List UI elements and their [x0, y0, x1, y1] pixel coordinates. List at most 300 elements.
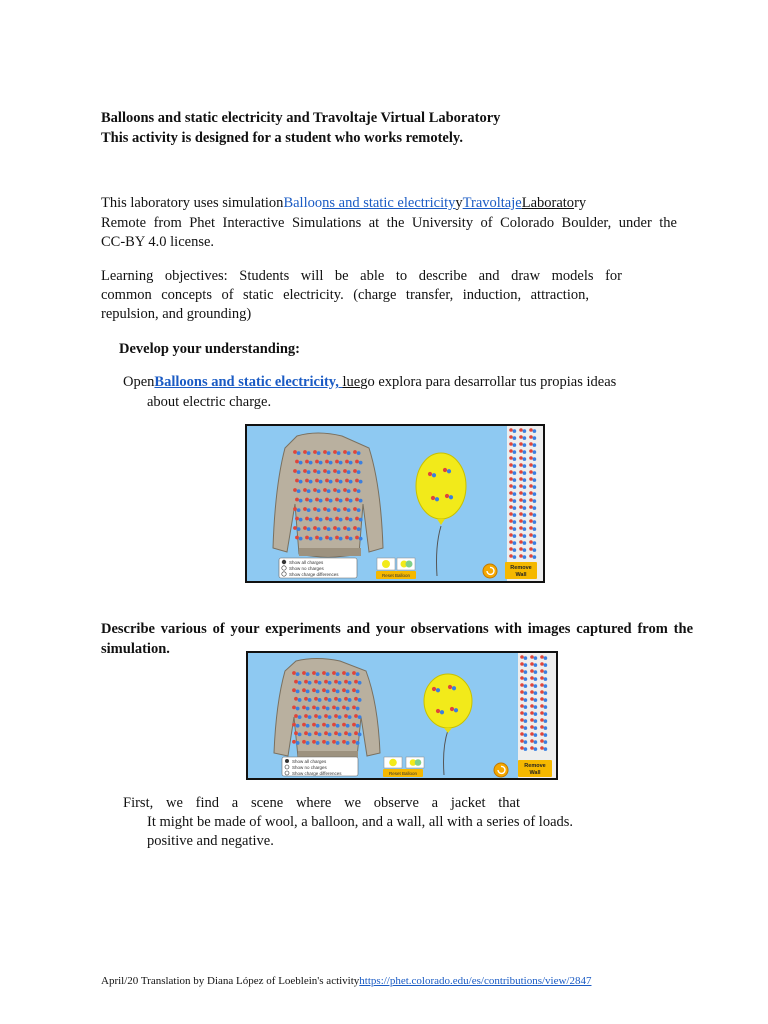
negative-charge [533, 506, 537, 510]
negative-charge [339, 461, 343, 465]
negative-charge [523, 450, 527, 454]
positive-charge [335, 479, 339, 483]
positive-charge [323, 469, 327, 473]
positive-charge [344, 680, 348, 684]
positive-charge [304, 680, 308, 684]
positive-charge [322, 688, 326, 692]
positive-charge [529, 442, 533, 446]
positive-charge [303, 450, 307, 454]
positive-charge [294, 697, 298, 701]
balloon-icon-b [415, 759, 422, 766]
negative-charge [534, 698, 538, 702]
positive-charge [352, 740, 356, 744]
negative-charge [357, 489, 361, 493]
negative-charge [317, 508, 321, 512]
negative-charge [534, 733, 538, 737]
negative-charge [297, 527, 301, 531]
positive-charge [335, 517, 339, 521]
negative-charge [544, 698, 548, 702]
positive-charge [342, 706, 346, 710]
positive-charge [540, 704, 544, 708]
negative-charge [534, 726, 538, 730]
positive-charge [295, 536, 299, 540]
radio-show-all[interactable] [282, 560, 286, 564]
negative-charge [309, 499, 313, 503]
positive-charge [333, 469, 337, 473]
positive-charge [325, 498, 329, 502]
negative-charge [329, 480, 333, 484]
negative-charge [359, 537, 363, 541]
positive-charge [322, 723, 326, 727]
positive-charge [313, 450, 317, 454]
positive-charge [509, 491, 513, 495]
negative-charge [336, 707, 340, 711]
objectives-line-3: repulsion, and grounding) [101, 306, 252, 322]
positive-charge [292, 706, 296, 710]
negative-charge [316, 724, 320, 728]
negative-charge [513, 548, 517, 552]
negative-charge [349, 518, 353, 522]
negative-charge [359, 499, 363, 503]
remove-wall-label-2: Wall [529, 770, 541, 776]
observation-line-3: positive and negative. [147, 833, 274, 849]
positive-charge [540, 732, 544, 736]
negative-charge [544, 691, 548, 695]
positive-charge [520, 732, 524, 736]
laboratory-word: Laborato [521, 195, 575, 211]
positive-charge [529, 449, 533, 453]
positive-charge [443, 468, 447, 472]
positive-charge [509, 512, 513, 516]
negative-charge [523, 492, 527, 496]
negative-charge [524, 719, 528, 723]
positive-charge [293, 507, 297, 511]
negative-charge [513, 555, 517, 559]
negative-charge [297, 451, 301, 455]
positive-charge [519, 547, 523, 551]
negative-charge [533, 520, 537, 524]
negative-charge [454, 708, 458, 712]
negative-charge [346, 672, 350, 676]
negative-charge [338, 732, 342, 736]
negative-charge [327, 489, 331, 493]
positive-charge [303, 488, 307, 492]
negative-charge [544, 677, 548, 681]
positive-charge [519, 519, 523, 523]
radio-label-none: Show no charges [289, 566, 324, 571]
positive-charge [530, 669, 534, 673]
positive-charge [519, 491, 523, 495]
positive-charge [529, 498, 533, 502]
positive-charge [540, 725, 544, 729]
negative-charge [329, 499, 333, 503]
positive-charge [294, 680, 298, 684]
negative-charge [533, 436, 537, 440]
negative-charge [524, 740, 528, 744]
negative-charge [306, 741, 310, 745]
positive-charge [344, 714, 348, 718]
positive-charge [519, 463, 523, 467]
positive-charge [520, 662, 524, 666]
positive-charge [520, 690, 524, 694]
negative-charge [349, 480, 353, 484]
positive-charge [315, 479, 319, 483]
positive-charge [333, 507, 337, 511]
negative-charge [533, 555, 537, 559]
positive-charge [519, 456, 523, 460]
negative-charge [533, 499, 537, 503]
positive-charge [529, 512, 533, 516]
luego-fragment: lue [342, 374, 361, 390]
negative-charge [299, 499, 303, 503]
negative-charge [524, 677, 528, 681]
negative-charge [337, 508, 341, 512]
positive-charge [530, 732, 534, 736]
positive-charge [304, 731, 308, 735]
negative-charge [356, 741, 360, 745]
radio-label-differences: Show charge differences [289, 572, 339, 577]
footer-contribution-link[interactable]: https://phet.colorado.edu/es/contributions/view/2847 [359, 975, 592, 987]
remove-wall-label-1: Remove [510, 565, 532, 571]
negative-charge [533, 541, 537, 545]
negative-charge [544, 719, 548, 723]
footer [101, 975, 631, 987]
open-word: Open [123, 374, 155, 390]
positive-charge [509, 435, 513, 439]
positive-charge [519, 533, 523, 537]
negative-charge [328, 681, 332, 685]
positive-charge [540, 669, 544, 673]
negative-charge [326, 672, 330, 676]
simulation-scene-1 [247, 426, 543, 581]
positive-charge [332, 671, 336, 675]
positive-charge [352, 688, 356, 692]
radio-show-all[interactable] [285, 759, 289, 763]
negative-charge [533, 457, 537, 461]
negative-charge [298, 715, 302, 719]
positive-charge [529, 533, 533, 537]
positive-charge [302, 671, 306, 675]
positive-charge [509, 449, 513, 453]
positive-charge [354, 714, 358, 718]
positive-charge [315, 460, 319, 464]
negative-charge [319, 537, 323, 541]
positive-charge [345, 460, 349, 464]
negative-charge [513, 541, 517, 545]
negative-charge [349, 499, 353, 503]
positive-charge [352, 706, 356, 710]
positive-charge [540, 718, 544, 722]
negative-charge [357, 508, 361, 512]
positive-charge [445, 494, 449, 498]
positive-charge [313, 526, 317, 530]
positive-charge [332, 688, 336, 692]
positive-charge [313, 488, 317, 492]
observation-line-2: It might be made of wool, a balloon, and a wall, all with a series of loads. [147, 814, 574, 830]
positive-charge [529, 505, 533, 509]
negative-charge [316, 707, 320, 711]
positive-charge [540, 697, 544, 701]
positive-charge [428, 472, 432, 476]
positive-charge [305, 517, 309, 521]
negative-charge [524, 733, 528, 737]
positive-charge [519, 540, 523, 544]
negative-charge [435, 497, 439, 501]
negative-charge [336, 672, 340, 676]
positive-charge [312, 688, 316, 692]
positive-charge [519, 554, 523, 558]
negative-charge [534, 740, 538, 744]
reset-balloon-label: Reset Balloon [381, 573, 411, 578]
negative-charge [524, 712, 528, 716]
negative-charge [513, 492, 517, 496]
negative-charge [534, 712, 538, 716]
positive-charge [540, 655, 544, 659]
negative-charge [357, 451, 361, 455]
positive-charge [520, 718, 524, 722]
positive-charge [314, 731, 318, 735]
positive-charge [450, 707, 454, 711]
negative-charge [339, 480, 343, 484]
reset-all-button[interactable] [483, 564, 497, 578]
positive-charge [304, 714, 308, 718]
positive-charge [353, 526, 357, 530]
negative-charge [306, 707, 310, 711]
negative-charge [533, 534, 537, 538]
travoltaje-link[interactable]: Travoltaje [462, 195, 522, 211]
positive-charge [519, 505, 523, 509]
document-subtitle: This activity is designed for a student who works remotely. [101, 130, 463, 146]
radio-label-all: Show all charges [289, 560, 324, 565]
negative-charge [346, 741, 350, 745]
negative-charge [346, 724, 350, 728]
positive-charge [332, 740, 336, 744]
negative-charge [339, 518, 343, 522]
negative-charge [534, 677, 538, 681]
negative-charge [523, 499, 527, 503]
simulation-screenshot-1 [245, 424, 545, 583]
positive-charge [324, 714, 328, 718]
positive-charge [520, 655, 524, 659]
positive-charge [295, 498, 299, 502]
positive-charge [530, 725, 534, 729]
positive-charge [345, 517, 349, 521]
positive-charge [292, 740, 296, 744]
negative-charge [356, 672, 360, 676]
section-heading-describe-1: Describe various of your experiments and your observations with images captured from the [101, 621, 693, 637]
positive-charge [529, 470, 533, 474]
negative-charge [306, 724, 310, 728]
positive-charge [519, 435, 523, 439]
positive-charge [312, 740, 316, 744]
positive-charge [530, 746, 534, 750]
negative-charge [357, 527, 361, 531]
negative-charge [338, 698, 342, 702]
negative-charge [306, 672, 310, 676]
open-balloons-link[interactable]: Balloons and static electricity, [154, 374, 343, 390]
negative-charge [318, 732, 322, 736]
positive-charge [520, 669, 524, 673]
negative-charge [317, 451, 321, 455]
positive-charge [509, 519, 513, 523]
balloons-link-start[interactable]: Balloo [283, 195, 323, 211]
negative-charge [296, 707, 300, 711]
positive-charge [519, 512, 523, 516]
positive-charge [520, 725, 524, 729]
positive-charge [432, 687, 436, 691]
intro-joiner: y [455, 195, 463, 211]
objectives-line-1: Learning objectives: Students will be able to describe and draw models for [101, 268, 622, 284]
positive-charge [342, 723, 346, 727]
negative-charge [346, 707, 350, 711]
positive-charge [509, 484, 513, 488]
positive-charge [343, 507, 347, 511]
positive-charge [322, 706, 326, 710]
positive-charge [529, 554, 533, 558]
negative-charge [298, 732, 302, 736]
negative-charge [347, 489, 351, 493]
positive-charge [295, 460, 299, 464]
negative-charge [348, 715, 352, 719]
negative-charge [337, 451, 341, 455]
positive-charge [312, 706, 316, 710]
negative-charge [523, 527, 527, 531]
negative-charge [359, 480, 363, 484]
negative-charge [297, 489, 301, 493]
positive-charge [354, 697, 358, 701]
negative-charge [296, 741, 300, 745]
positive-charge [322, 671, 326, 675]
positive-charge [530, 655, 534, 659]
positive-charge [314, 714, 318, 718]
positive-charge [520, 704, 524, 708]
positive-charge [530, 662, 534, 666]
positive-charge [314, 697, 318, 701]
positive-charge [354, 731, 358, 735]
positive-charge [344, 697, 348, 701]
positive-charge [302, 706, 306, 710]
positive-charge [520, 683, 524, 687]
negative-charge [524, 691, 528, 695]
positive-charge [342, 740, 346, 744]
positive-charge [343, 526, 347, 530]
negative-charge [307, 470, 311, 474]
positive-charge [294, 714, 298, 718]
negative-charge [513, 443, 517, 447]
positive-charge [325, 536, 329, 540]
radio-label-differences: Show charge differences [292, 771, 342, 776]
yellow-balloon-icon [382, 560, 390, 568]
positive-charge [529, 519, 533, 523]
negative-charge [513, 513, 517, 517]
positive-charge [334, 697, 338, 701]
negative-charge [523, 513, 527, 517]
negative-charge [319, 518, 323, 522]
positive-charge [530, 697, 534, 701]
reset-all-button[interactable] [494, 763, 508, 777]
negative-charge [513, 534, 517, 538]
positive-charge [530, 704, 534, 708]
negative-charge [347, 451, 351, 455]
negative-charge [318, 698, 322, 702]
negative-charge [338, 715, 342, 719]
negative-charge [523, 506, 527, 510]
negative-charge [523, 443, 527, 447]
negative-charge [317, 489, 321, 493]
positive-charge [529, 463, 533, 467]
negative-charge [326, 724, 330, 728]
positive-charge [352, 671, 356, 675]
positive-charge [345, 498, 349, 502]
positive-charge [509, 505, 513, 509]
negative-charge [308, 732, 312, 736]
negative-charge [524, 663, 528, 667]
positive-charge [343, 469, 347, 473]
positive-charge [540, 746, 544, 750]
negative-charge [339, 499, 343, 503]
negative-charge [329, 461, 333, 465]
positive-charge [509, 540, 513, 544]
negative-charge [338, 681, 342, 685]
footer-text: April/20 Translation by Diana López of Loeblein's activity [101, 975, 360, 987]
positive-charge [324, 697, 328, 701]
negative-charge [513, 506, 517, 510]
positive-charge [355, 479, 359, 483]
negative-charge [297, 508, 301, 512]
intro-line-2: Remote from Phet Interactive Simulations at the University of Colorado Boulder, under the [101, 215, 677, 231]
open-line-1 [123, 373, 616, 393]
positive-charge [520, 697, 524, 701]
positive-charge [353, 450, 357, 454]
negative-charge [523, 478, 527, 482]
balloons-link[interactable]: ns and static electricity [322, 195, 456, 211]
negative-charge [319, 480, 323, 484]
positive-charge [530, 676, 534, 680]
negative-charge [544, 705, 548, 709]
negative-charge [524, 684, 528, 688]
negative-charge [329, 537, 333, 541]
negative-charge [513, 499, 517, 503]
negative-charge [432, 473, 436, 477]
negative-charge [339, 537, 343, 541]
positive-charge [436, 709, 440, 713]
negative-charge [524, 670, 528, 674]
negative-charge [534, 719, 538, 723]
positive-charge [448, 685, 452, 689]
negative-charge [296, 689, 300, 693]
negative-charge [513, 520, 517, 524]
positive-charge [530, 711, 534, 715]
open-line-2: about electric charge. [147, 394, 272, 410]
positive-charge [304, 697, 308, 701]
negative-charge [306, 689, 310, 693]
negative-charge [533, 548, 537, 552]
negative-charge [358, 715, 362, 719]
negative-charge [356, 724, 360, 728]
negative-charge [316, 689, 320, 693]
intro-line-3: CC-BY 4.0 license. [101, 234, 215, 250]
positive-charge [509, 442, 513, 446]
positive-charge [509, 470, 513, 474]
positive-charge [335, 536, 339, 540]
negative-charge [299, 518, 303, 522]
positive-charge [540, 662, 544, 666]
positive-charge [333, 526, 337, 530]
negative-charge [534, 656, 538, 660]
negative-charge [327, 508, 331, 512]
positive-charge [305, 479, 309, 483]
positive-charge [530, 718, 534, 722]
